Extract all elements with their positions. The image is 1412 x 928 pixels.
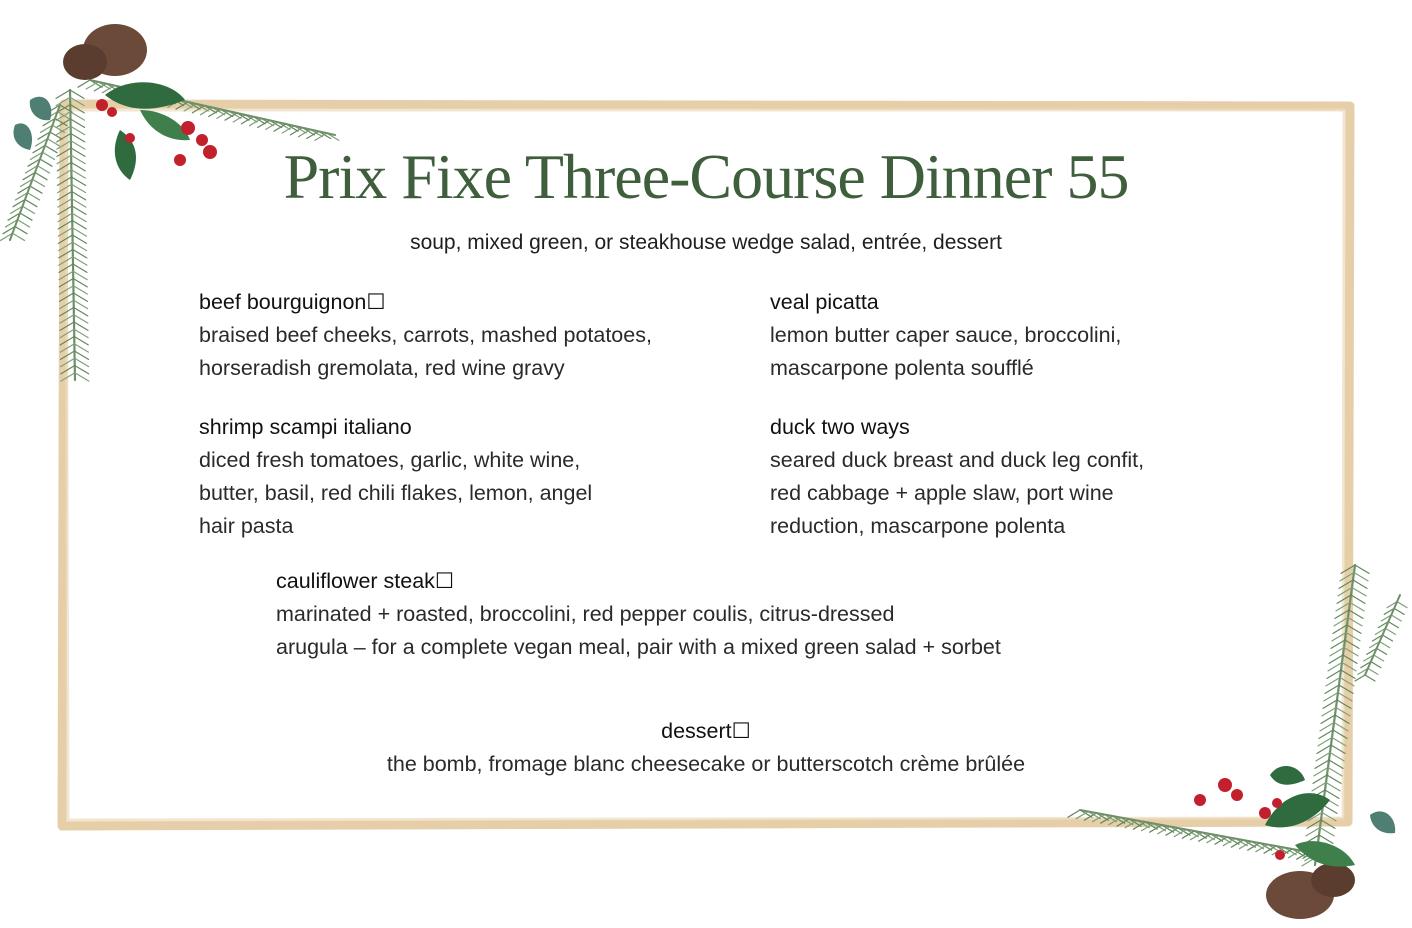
menu-item-description: reduction, mascarpone polenta [770,514,1066,538]
menu-item-description: the bomb, fromage blanc cheesecake or butterscotch crème brûlée [386,752,1026,776]
menu-item-beef-bourguignon [199,286,652,385]
menu-item-description: lemon butter caper sauce, broccolini, [770,323,1122,347]
menu-item-description: seared duck breast and duck leg confit, [770,448,1145,472]
menu-title: Prix Fixe Three-Course Dinner 55 [283,141,1129,212]
menu-item-description: marinated + roasted, broccolini, red pepper coulis, citrus-dressed [276,602,895,626]
menu-item-description: butter, basil, red chili flakes, lemon, angel [199,481,593,505]
menu-item-description: red cabbage + apple slaw, port wine [770,481,1114,505]
menu-item-description: arugula – for a complete vegan meal, pair with a mixed green salad + sorbet [276,635,1001,659]
menu-item-dessert [0,715,1412,781]
pinecone-icon [63,24,147,80]
pinecone-icon [1266,863,1355,919]
menu-item-veal-picatta [770,286,1121,385]
menu-item-name: dessert☐ [661,719,751,743]
menu-item-description: braised beef cheeks, carrots, mashed potatoes, [199,323,652,347]
menu-item-description: diced fresh tomatoes, garlic, white wine, [199,448,581,472]
menu-item-duck-two-ways [770,411,1144,543]
menu-item-description: mascarpone polenta soufflé [770,356,1034,380]
menu-item-name: veal picatta [770,290,879,314]
menu-item-description: horseradish gremolata, red wine gravy [199,356,565,380]
menu-item-name: cauliflower steak☐ [276,569,455,593]
menu-subtitle: soup, mixed green, or steakhouse wedge salad, entrée, dessert [410,231,1002,254]
menu-item-name: shrimp scampi italiano [199,415,412,439]
menu-item-shrimp-scampi [199,411,592,543]
menu-item-cauliflower-steak [276,565,1001,664]
menu-item-name: beef bourguignon☐ [199,290,386,314]
menu-item-name: duck two ways [770,415,910,439]
menu-item-description: hair pasta [199,514,294,538]
